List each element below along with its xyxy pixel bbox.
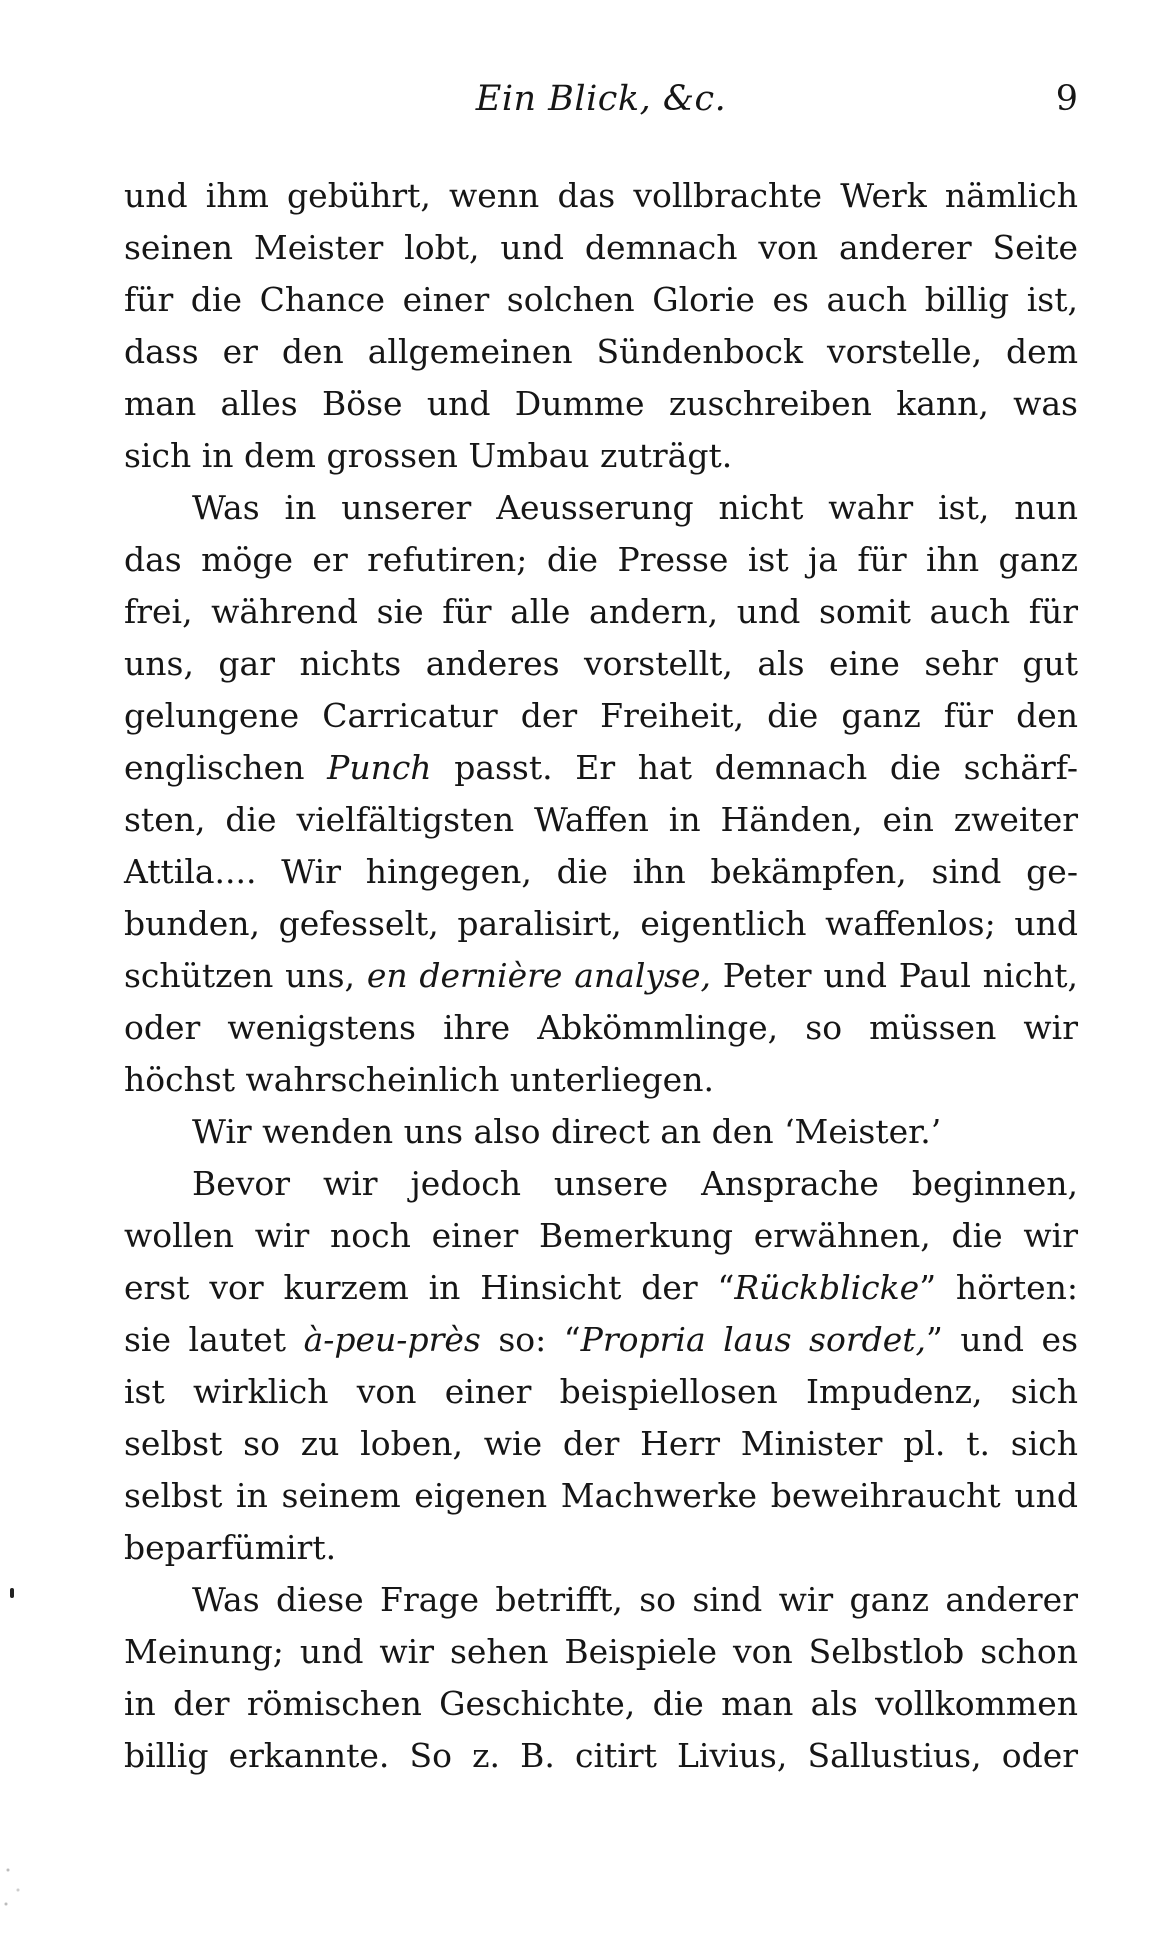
text-line: billig erkannte. So z. B. citirt Livius, Sallustius, oder xyxy=(124,1736,1078,1775)
text-fragment: sie lautet xyxy=(124,1320,287,1359)
italic-term: Propria laus sordet, xyxy=(580,1320,927,1359)
running-head xyxy=(124,74,1078,124)
text-line: selbst in seinem eigenen Machwerke beweihraucht und xyxy=(124,1476,1078,1515)
body-text xyxy=(124,170,1078,1782)
text-line: man alles Böse und Dumme zuschreiben kann, was xyxy=(124,384,1078,423)
text-line: ist wirklich von einer beispiellosen Impudenz, sich xyxy=(124,1372,1078,1411)
text-fragment: passt. Er hat demnach die schärf- xyxy=(454,748,1078,787)
text-line xyxy=(124,1314,1078,1366)
text-line: Was in unserer Aeusserung nicht wahr ist, nun xyxy=(192,488,1078,527)
text-fragment: ” hörten: xyxy=(919,1268,1078,1307)
page-number: 9 xyxy=(1055,79,1078,119)
text-line: frei, während sie für alle andern, und somit auch für xyxy=(124,592,1078,631)
text-fragment: erst vor kurzem in Hinsicht der “ xyxy=(124,1268,735,1307)
text-line: dass er den allgemeinen Sündenbock vorstelle, dem xyxy=(124,332,1078,371)
text-line: höchst wahrscheinlich unterliegen. xyxy=(124,1060,714,1099)
text-fragment: schützen uns, xyxy=(124,956,356,995)
text-line: Meinung; und wir sehen Beispiele von Selbstlob schon xyxy=(124,1632,1078,1671)
italic-term: en dernière analyse, xyxy=(366,956,711,995)
text-fragment: englischen xyxy=(124,748,305,787)
running-title: Ein Blick, &c. xyxy=(475,79,727,119)
text-line xyxy=(124,742,1078,794)
text-line xyxy=(124,950,1078,1002)
text-fragment: so: “ xyxy=(498,1320,581,1359)
text-line: oder wenigstens ihre Abkömmlinge, so müssen wir xyxy=(124,1008,1078,1047)
text-line xyxy=(124,1262,1078,1314)
text-line: in der römischen Geschichte, die man als vollkommen xyxy=(124,1684,1078,1723)
text-line: sich in dem grossen Umbau zuträgt. xyxy=(124,436,733,475)
text-line: uns, gar nichts anderes vorstellt, als eine sehr gut xyxy=(124,644,1078,683)
text-line: für die Chance einer solchen Glorie es auch billig ist, xyxy=(124,280,1078,319)
text-line: beparfümirt. xyxy=(124,1528,337,1567)
italic-term: Rückblicke xyxy=(734,1268,920,1307)
text-line: sten, die vielfältigsten Waffen in Händen, ein zweiter xyxy=(124,800,1078,839)
text-line: wollen wir noch einer Bemerkung erwähnen, die wir xyxy=(124,1216,1078,1255)
italic-term: Punch xyxy=(327,748,432,787)
text-line: seinen Meister lobt, und demnach von anderer Seite xyxy=(124,228,1078,267)
text-line: bunden, gefesselt, paralisirt, eigentlich waffenlos; und xyxy=(124,904,1078,943)
italic-term: à-peu-près xyxy=(303,1320,481,1359)
margin-ink-speck xyxy=(10,1588,14,1598)
scan-noise xyxy=(0,1860,40,1920)
text-line: das möge er refutiren; die Presse ist ja für ihn ganz xyxy=(124,540,1078,579)
text-line: Bevor wir jedoch unsere Ansprache beginnen, xyxy=(192,1164,1078,1203)
text-line: Was diese Frage betrifft, so sind wir ganz anderer xyxy=(192,1580,1078,1619)
text-line: und ihm gebührt, wenn das vollbrachte Werk nämlich xyxy=(124,176,1078,215)
text-line: Wir wenden uns also direct an den ‘Meister.’ xyxy=(192,1112,942,1151)
text-line: gelungene Carricatur der Freiheit, die ganz für den xyxy=(124,696,1078,735)
text-fragment: Peter und Paul nicht, xyxy=(722,956,1078,995)
text-line: Attila.... Wir hingegen, die ihn bekämpfen, sind ge- xyxy=(124,852,1078,891)
text-fragment: ” und es xyxy=(926,1320,1079,1359)
text-line: selbst so zu loben, wie der Herr Minister pl. t. sich xyxy=(124,1424,1078,1463)
